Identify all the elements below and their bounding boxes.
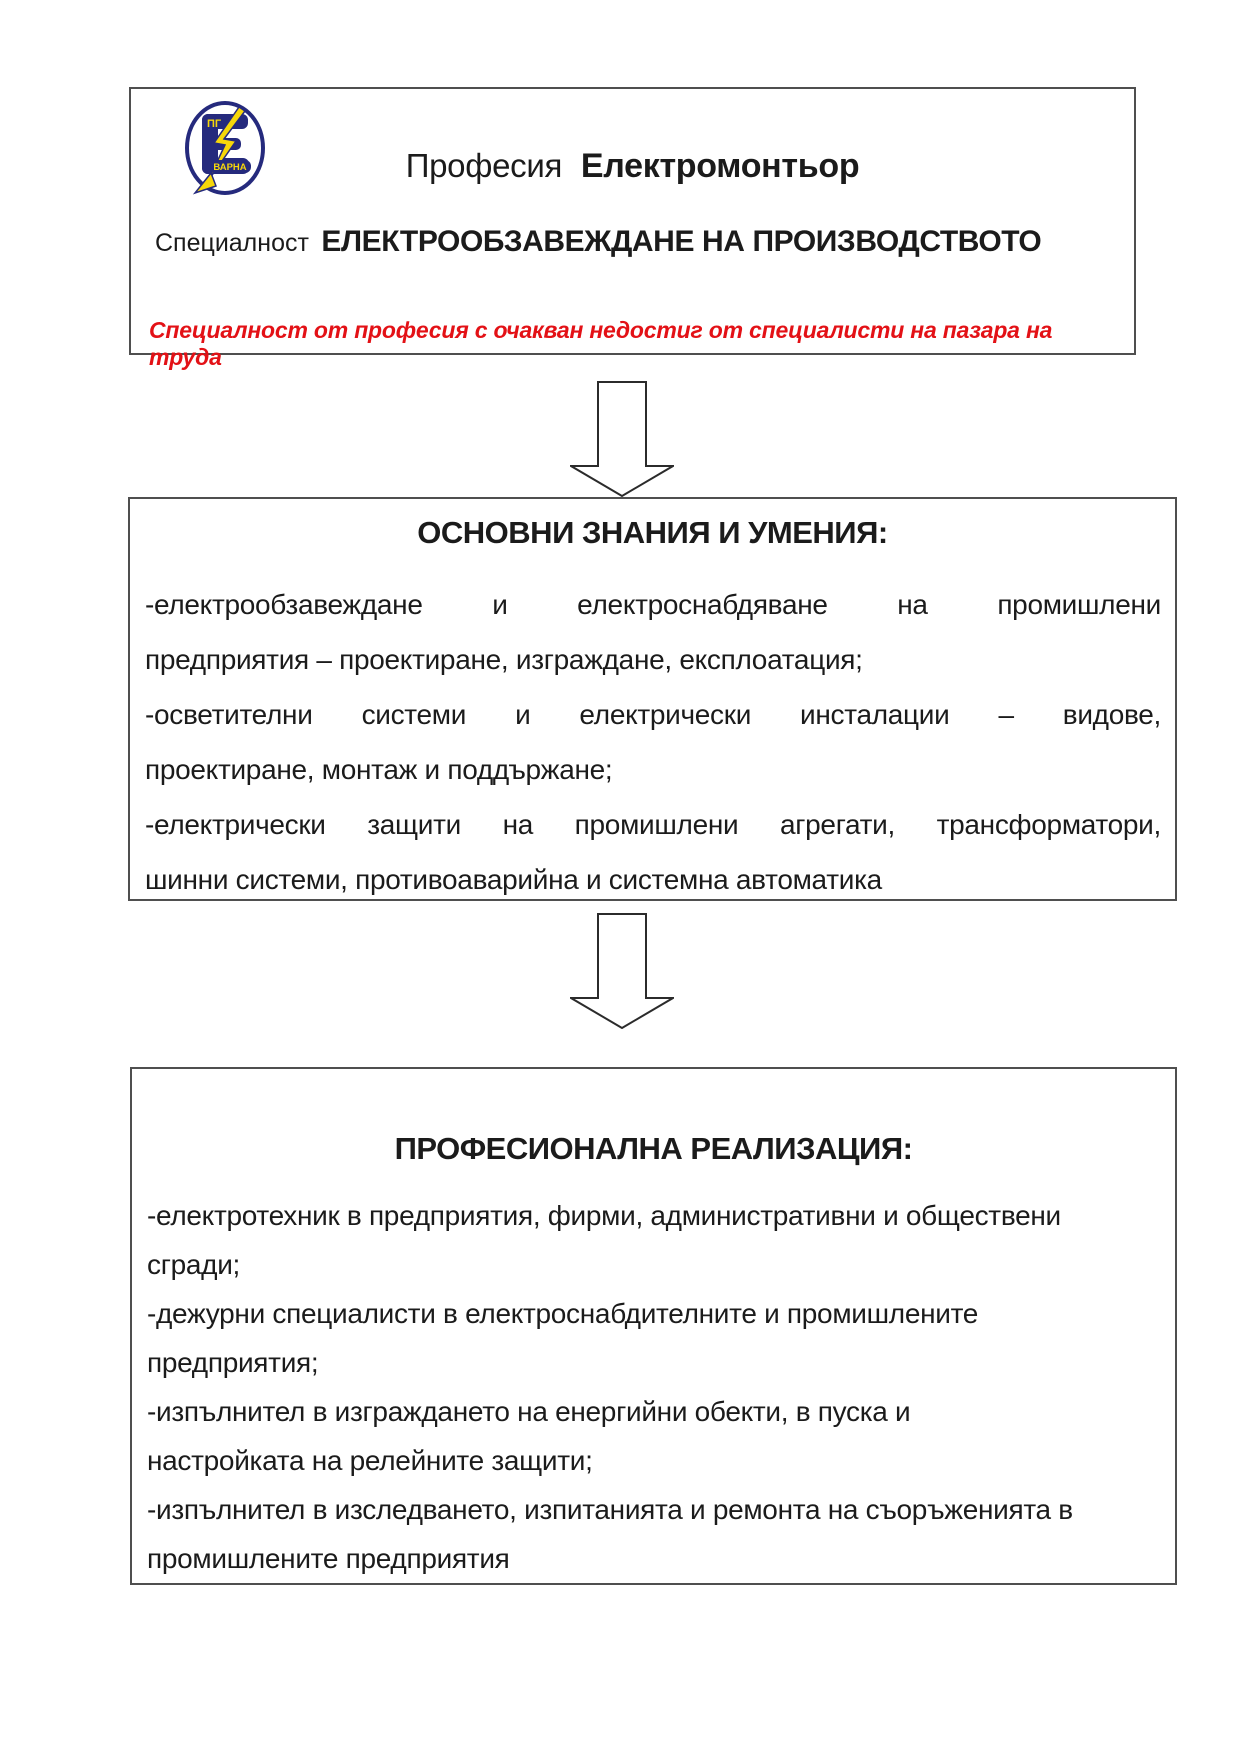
- text-line: шинни системи, противоаварийна и системна автоматика: [145, 864, 882, 895]
- profession-title: [131, 147, 1134, 186]
- text-line: -осветителни системи и електрически инсталации – видове,: [145, 699, 1161, 730]
- text-line: предприятия;: [147, 1347, 319, 1378]
- text-line: промишлените предприятия: [147, 1543, 510, 1574]
- down-arrow-icon: [570, 381, 674, 497]
- knowledge-text: [145, 577, 1161, 907]
- specialty-line: [155, 225, 1041, 259]
- text-line: -дежурни специалисти в електроснабдителните и промишлените: [147, 1298, 979, 1329]
- text-line: настройката на релейните защити;: [147, 1445, 593, 1476]
- text-line: сгради;: [147, 1249, 241, 1280]
- text-line: предприятия – проектиране, изграждане, експлоатация;: [145, 644, 863, 675]
- text-line: -изпълнител в изграждането на енергийни обекти, в пуска и: [147, 1396, 911, 1427]
- knowledge-box: [128, 497, 1177, 901]
- down-arrow-icon: [570, 913, 674, 1029]
- specialty-label: Специалност: [155, 229, 309, 257]
- text-line: -електрообзавеждане и електроснабдяване на промишлени: [145, 589, 1161, 620]
- text-line: -електрически защити на промишлени агрегати, трансформатори,: [145, 809, 1161, 840]
- text-line: -изпълнител в изследването, изпитанията и ремонта на съоръженията в: [147, 1494, 1073, 1525]
- realization-title: ПРОФЕСИОНАЛНА РЕАЛИЗАЦИЯ:: [394, 1131, 913, 1166]
- specialty-name: ЕЛЕКТРООБЗАВЕЖДАНЕ НА ПРОИЗВОДСТВОТО: [321, 225, 1042, 258]
- knowledge-title: ОСНОВНИ ЗНАНИЯ И УМЕНИЯ:: [417, 515, 888, 550]
- profession-name: Електромонтьор: [580, 147, 860, 185]
- profession-label: Професия: [405, 147, 563, 184]
- realization-text: [147, 1191, 1161, 1583]
- text-line: проектиране, монтаж и поддържане;: [145, 754, 613, 785]
- shortage-note: Специалност от професия с очакван недостиг от специалисти на пазара на труда: [149, 317, 1053, 370]
- realization-box: [130, 1067, 1177, 1585]
- logo-top-text: ПГ: [207, 118, 222, 130]
- header-box: [129, 87, 1136, 370]
- logo-bottom-text: ВАРНА: [213, 162, 247, 173]
- text-line: -електротехник в предприятия, фирми, административни и обществени: [147, 1200, 1061, 1231]
